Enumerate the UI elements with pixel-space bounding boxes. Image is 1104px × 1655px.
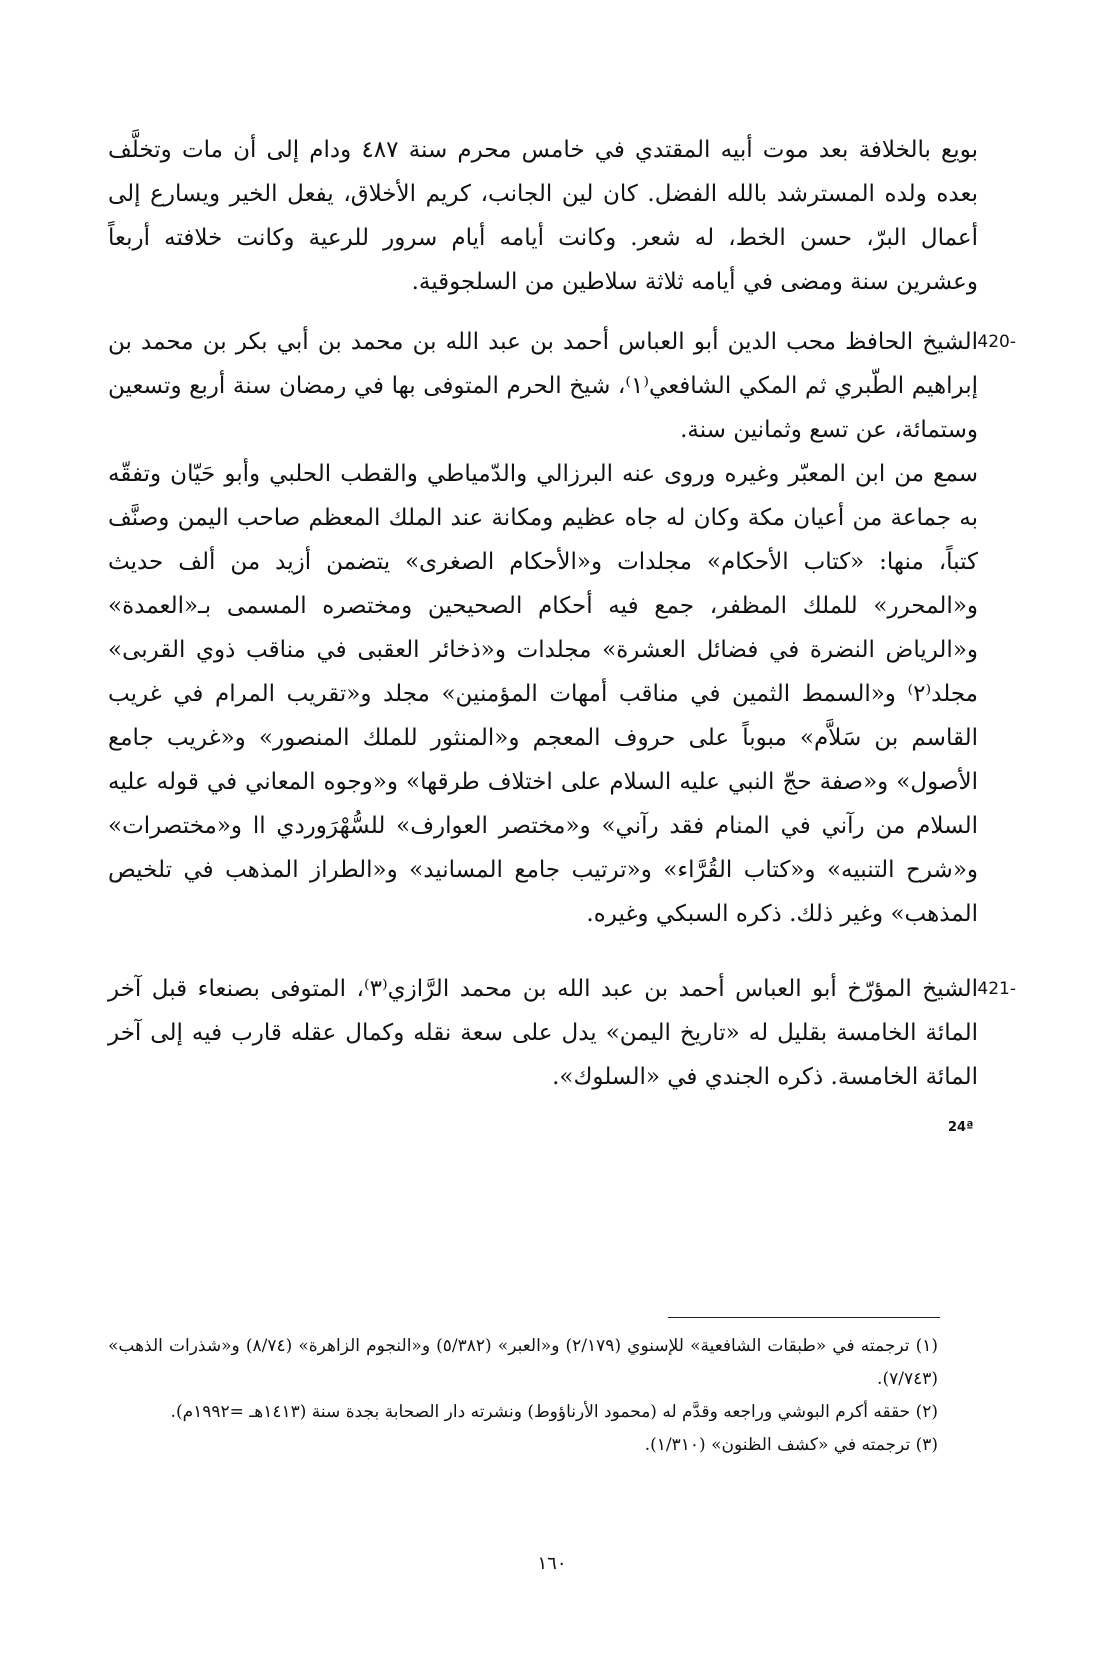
- footnote: (٣) ترجمته في «كشف الظنون» (١/٣١٠).: [644, 1435, 938, 1455]
- entry-420-heading-paragraph: الشيخ الحافظ محب الدين أبو العباس أحمد بن عبد الله بن محمد بن أبي بكر بن محمد بن إبراهيم الطّبري ثم المكي الشافعي⁽١⁾، شيخ الحرم المتوفى بها في رمضان سنة أربع وتسعين وستمائة، عن تسع وثمانين سنة.: [108, 329, 978, 443]
- entry-420: [108, 320, 1016, 936]
- footnote-divider: [668, 1317, 940, 1318]
- entry-421-paragraph: الشيخ المؤرّخ أبو العباس أحمد بن عبد الله بن محمد الرَّازي⁽٣⁾، المتوفى بصنعاء قبل آخر المائة الخامسة بقليل له «تاريخ اليمن» يدل على سعة نقله وكمال عقله قارب فيه إلى آخر المائة الخامسة. ذكره الجندي في «السلوك».: [108, 976, 979, 1090]
- intro-paragraph: بويع بالخلافة بعد موت أبيه المقتدي في خامس محرم سنة ٤٨٧ ودام إلى أن مات وتخلَّف بعده ولده المسترشد بالله الفضل. كان لين الجانب، كريم الأخلاق، يفعل الخير ويسارع إلى أعمال البرّ، حسن الخط، له شعر. وكانت أيامه أيام سرور للرعية وكانت خلافته أربعاً وعشرين سنة ومضى في أيامه ثلاثة سلاطين من السلجوقية.: [108, 137, 978, 295]
- entry-420-body-paragraph: سمع من ابن المعبّر وغيره وروى عنه البرزالي والدّمياطي والقطب الحلبي وأبو حَيّان وتفقّه به جماعة من أعيان مكة وكان له جاه عظيم ومكانة عند الملك المعظم صاحب اليمن وصنَّف كتباً، منها: «كتاب الأحكام» مجلدات و«الأحكام الصغرى» يتضمن أزيد من ألف حديث و«المحرر» للملك المظفر، جمع فيه أحكام الصحيحين ومختصره المسمى بـ«العمدة» و«الرياض النضرة في فضائل العشرة» مجلدات و«ذخائر العقبى في مناقب ذوي القربى» مجلد⁽٢⁾ و«السمط الثمين في مناقب أمهات المؤمنين» مجلد و«تقريب المرام في غريب القاسم بن سَلاَّم» مبوباً على حروف المعجم و«المنثور للملك المنصور» و«غريب جامع الأصول» و«صفة حجّ النبي عليه السلام على اختلاف طرقها» و«وجوه المعاني في قوله عليه السلام من رآني في المنام فقد رآني» و«مختصر العوارف» للسُّهْرَوردي اا و«مختصرات» و«شرح التنبيه» و«كتاب القُرَّاء» و«ترتيب جامع المسانيد» و«الطراز المذهب في تلخيص المذهب» وغير ذلك. ذكره السبكي وغيره.: [108, 461, 978, 927]
- page-number: ١٦٠: [537, 1553, 567, 1574]
- entry-number: 421-: [977, 979, 1016, 999]
- footnotes: [108, 1330, 938, 1462]
- entry-421: [108, 967, 1016, 1099]
- entry-number: 420-: [977, 332, 1016, 352]
- footnote: (١) ترجمته في «طبقات الشافعية» للإسنوي (٢/١٧٩) و«العبر» (٥/٣٨٢) و«النجوم الزاهرة» (٨/٧٤) و«شذرات الذهب» (٧/٧٤٣).: [108, 1336, 938, 1389]
- footnote: (٢) حققه أكرم البوشي وراجعه وقدَّم له (محمود الأرناؤوط) ونشرته دار الصحابة بجدة سنة (١٤١٣هـ =١٩٩٢م).: [170, 1402, 938, 1422]
- manuscript-folio-marker: 24ª: [948, 1120, 974, 1135]
